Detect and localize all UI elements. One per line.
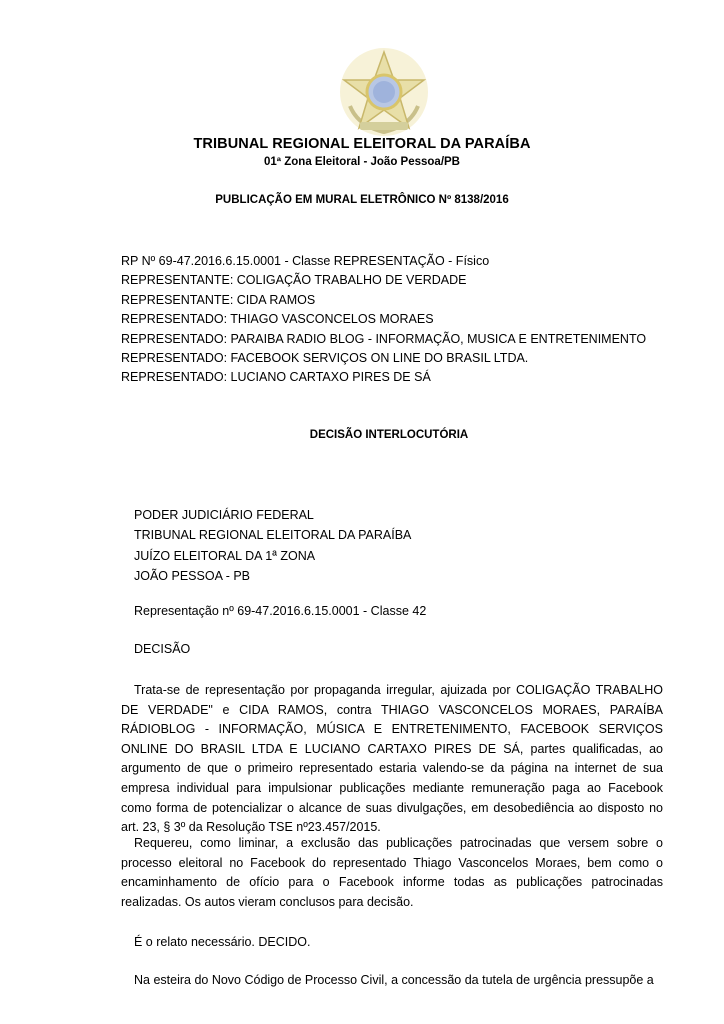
decision-label: DECISÃO [134, 642, 191, 656]
electoral-zone: 01ª Zona Eleitoral - João Pessoa/PB [264, 156, 460, 168]
court-line: JOÃO PESSOA - PB [134, 569, 251, 584]
court-block [134, 505, 411, 587]
paragraph-request: Requereu, como liminar, a exclusão das publicações patrocinadas que versem sobre o processo eleitoral no Facebook do representado Thiago Vasconcelos Moraes, bem como o encaminhamento de ofício para o Facebook informe todas as publicações patrocinadas realizadas. Os autos vieram conclusos para decisão. [121, 836, 663, 909]
party-line: REPRESENTADO: LUCIANO CARTAXO PIRES DE SÁ [121, 370, 431, 385]
brazil-coat-of-arms-icon [338, 46, 430, 138]
case-parties [121, 252, 646, 388]
decision-heading: DECISÃO INTERLOCUTÓRIA [309, 429, 469, 441]
court-line: TRIBUNAL REGIONAL ELEITORAL DA PARAÍBA [134, 528, 412, 543]
court-line: JUÍZO ELEITORAL DA 1ª ZONA [134, 548, 316, 563]
paragraph-ruling: Na esteira do Novo Código de Processo Civil, a concessão da tutela de urgência pressupõe a [134, 973, 654, 987]
party-line: REPRESENTANTE: CIDA RAMOS [121, 292, 316, 307]
party-line: REPRESENTADO: THIAGO VASCONCELOS MORAES [121, 312, 434, 327]
party-line: REPRESENTADO: FACEBOOK SERVIÇOS ON LINE DO BRASIL LTDA. [121, 351, 529, 366]
representation-number: Representação nº 69-47.2016.6.15.0001 - Classe 42 [134, 604, 427, 618]
party-line: REPRESENTANTE: COLIGAÇÃO TRABALHO DE VERDADE [121, 273, 467, 288]
court-title: TRIBUNAL REGIONAL ELEITORAL DA PARAÍBA [193, 136, 531, 152]
court-line: PODER JUDICIÁRIO FEDERAL [134, 508, 314, 522]
case-number-line: RP Nº 69-47.2016.6.15.0001 - Classe REPRESENTAÇÃO - Físico [121, 254, 490, 268]
publication-title: PUBLICAÇÃO EM MURAL ELETRÔNICO Nº 8138/2016 [215, 194, 509, 206]
party-line: REPRESENTADO: PARAIBA RADIO BLOG - INFORMAÇÃO, MUSICA E ENTRETENIMENTO [121, 331, 647, 346]
paragraph-report: É o relato necessário. DECIDO. [134, 935, 311, 949]
paragraph-facts: Trata-se de representação por propaganda irregular, ajuizada por COLIGAÇÃO TRABALHO DE VERDADE" e CIDA RAMOS, contra THIAGO VASCONCELOS MORAES, PARAÍBA RÁDIOBLOG - INFORMAÇÃO, MÚSICA E ENTRETENIMENTO, FACEBOOK SERVIÇOS ONLINE DO BRASIL LTDA E LUCIANO CARTAXO PIRES DE SÁ, partes qualificadas, ao argumento de que o primeiro representado estaria valendo-se da página na internet de sua empresa individual para impulsionar publicações mediante remuneração paga ao Facebook como forma de potencializar o alcance de suas divulgações, em desobediência ao disposto no art. 23, § 3º da Resolução TSE nº23.457/2015. [121, 683, 663, 835]
